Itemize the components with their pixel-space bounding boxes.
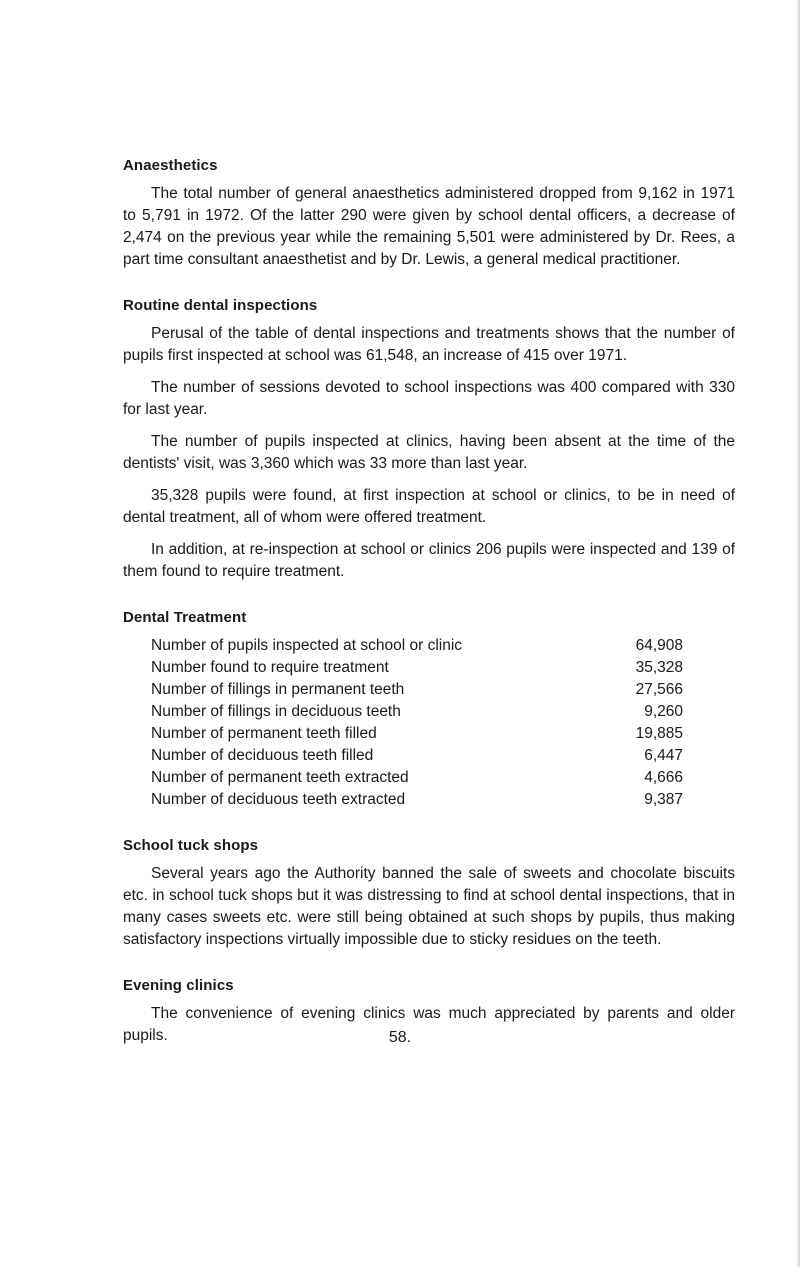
- section-anaesthetics: [123, 155, 735, 271]
- row-label: Number found to require treatment: [151, 659, 389, 676]
- row-value: 9,387: [644, 791, 683, 808]
- section-school-tuck-shops: [123, 835, 735, 951]
- section-heading: Routine dental inspections: [123, 297, 318, 314]
- table-row: [151, 679, 683, 701]
- row-value: 19,885: [635, 725, 683, 742]
- document-page: [123, 155, 735, 1071]
- table-row: [151, 745, 683, 767]
- row-value: 6,447: [644, 747, 683, 764]
- paragraph: The number of pupils inspected at clinics, having been absent at the time of the dentists' visit, was 3,360 which was 33 more than last year.: [123, 433, 735, 472]
- paragraph: The total number of general anaesthetics administered dropped from 9,162 in 1971 to 5,791 in 1972. Of the latter 290 were given by school dental officers, a decrease of 2,474 on the previous year while the remaining 5,501 were administered by Dr. Rees, a part time consultant anaesthetist and by Dr. Lewis, a general medical practitioner.: [123, 185, 735, 268]
- row-label: Number of permanent teeth filled: [151, 725, 377, 742]
- section-heading: Evening clinics: [123, 977, 234, 994]
- table-row: [151, 789, 683, 811]
- row-label: Number of deciduous teeth filled: [151, 747, 374, 764]
- row-value: 9,260: [644, 703, 683, 720]
- scan-edge-shadow: [796, 0, 800, 1267]
- section-routine-dental-inspections: [123, 295, 735, 583]
- page-number: 58.: [388, 1029, 412, 1046]
- row-value: 64,908: [635, 637, 683, 654]
- section-heading: Anaesthetics: [123, 157, 218, 174]
- table-row: [151, 657, 683, 679]
- table-row: [151, 723, 683, 745]
- treatment-table: [151, 635, 683, 811]
- section-heading: School tuck shops: [123, 837, 259, 854]
- row-label: Number of fillings in deciduous teeth: [151, 703, 401, 720]
- table-row: [151, 767, 683, 789]
- row-value: 35,328: [635, 659, 683, 676]
- paragraph: Several years ago the Authority banned the sale of sweets and chocolate biscuits etc. in school tuck shops but it was distressing to find at school dental inspections, that in many cases sweets etc. were still being obtained at such shops by pupils, thus making satisfactory inspections virtually impossible due to sticky residues on the teeth.: [123, 865, 735, 948]
- row-value: 27,566: [635, 681, 683, 698]
- paragraph: The number of sessions devoted to school inspections was 400 compared with 330 for last year.: [123, 379, 735, 418]
- paragraph: Perusal of the table of dental inspections and treatments shows that the number of pupils first inspected at school was 61,548, an increase of 415 over 1971.: [123, 325, 735, 364]
- paragraph: In addition, at re-inspection at school or clinics 206 pupils were inspected and 139 of them found to require treatment.: [123, 541, 735, 580]
- row-label: Number of pupils inspected at school or clinic: [151, 637, 463, 654]
- paragraph: The convenience of evening clinics was much appreciated by parents and older pupils.: [123, 1005, 735, 1044]
- row-value: 4,666: [644, 769, 683, 786]
- row-label: Number of deciduous teeth extracted: [151, 791, 406, 808]
- section-heading: Dental Treatment: [123, 609, 247, 626]
- row-label: Number of fillings in permanent teeth: [151, 681, 405, 698]
- paragraph: 35,328 pupils were found, at first inspection at school or clinics, to be in need of dental treatment, all of whom were offered treatment.: [123, 487, 735, 526]
- table-row: [151, 635, 683, 657]
- row-label: Number of permanent teeth extracted: [151, 769, 409, 786]
- table-row: [151, 701, 683, 723]
- section-dental-treatment: [123, 607, 735, 811]
